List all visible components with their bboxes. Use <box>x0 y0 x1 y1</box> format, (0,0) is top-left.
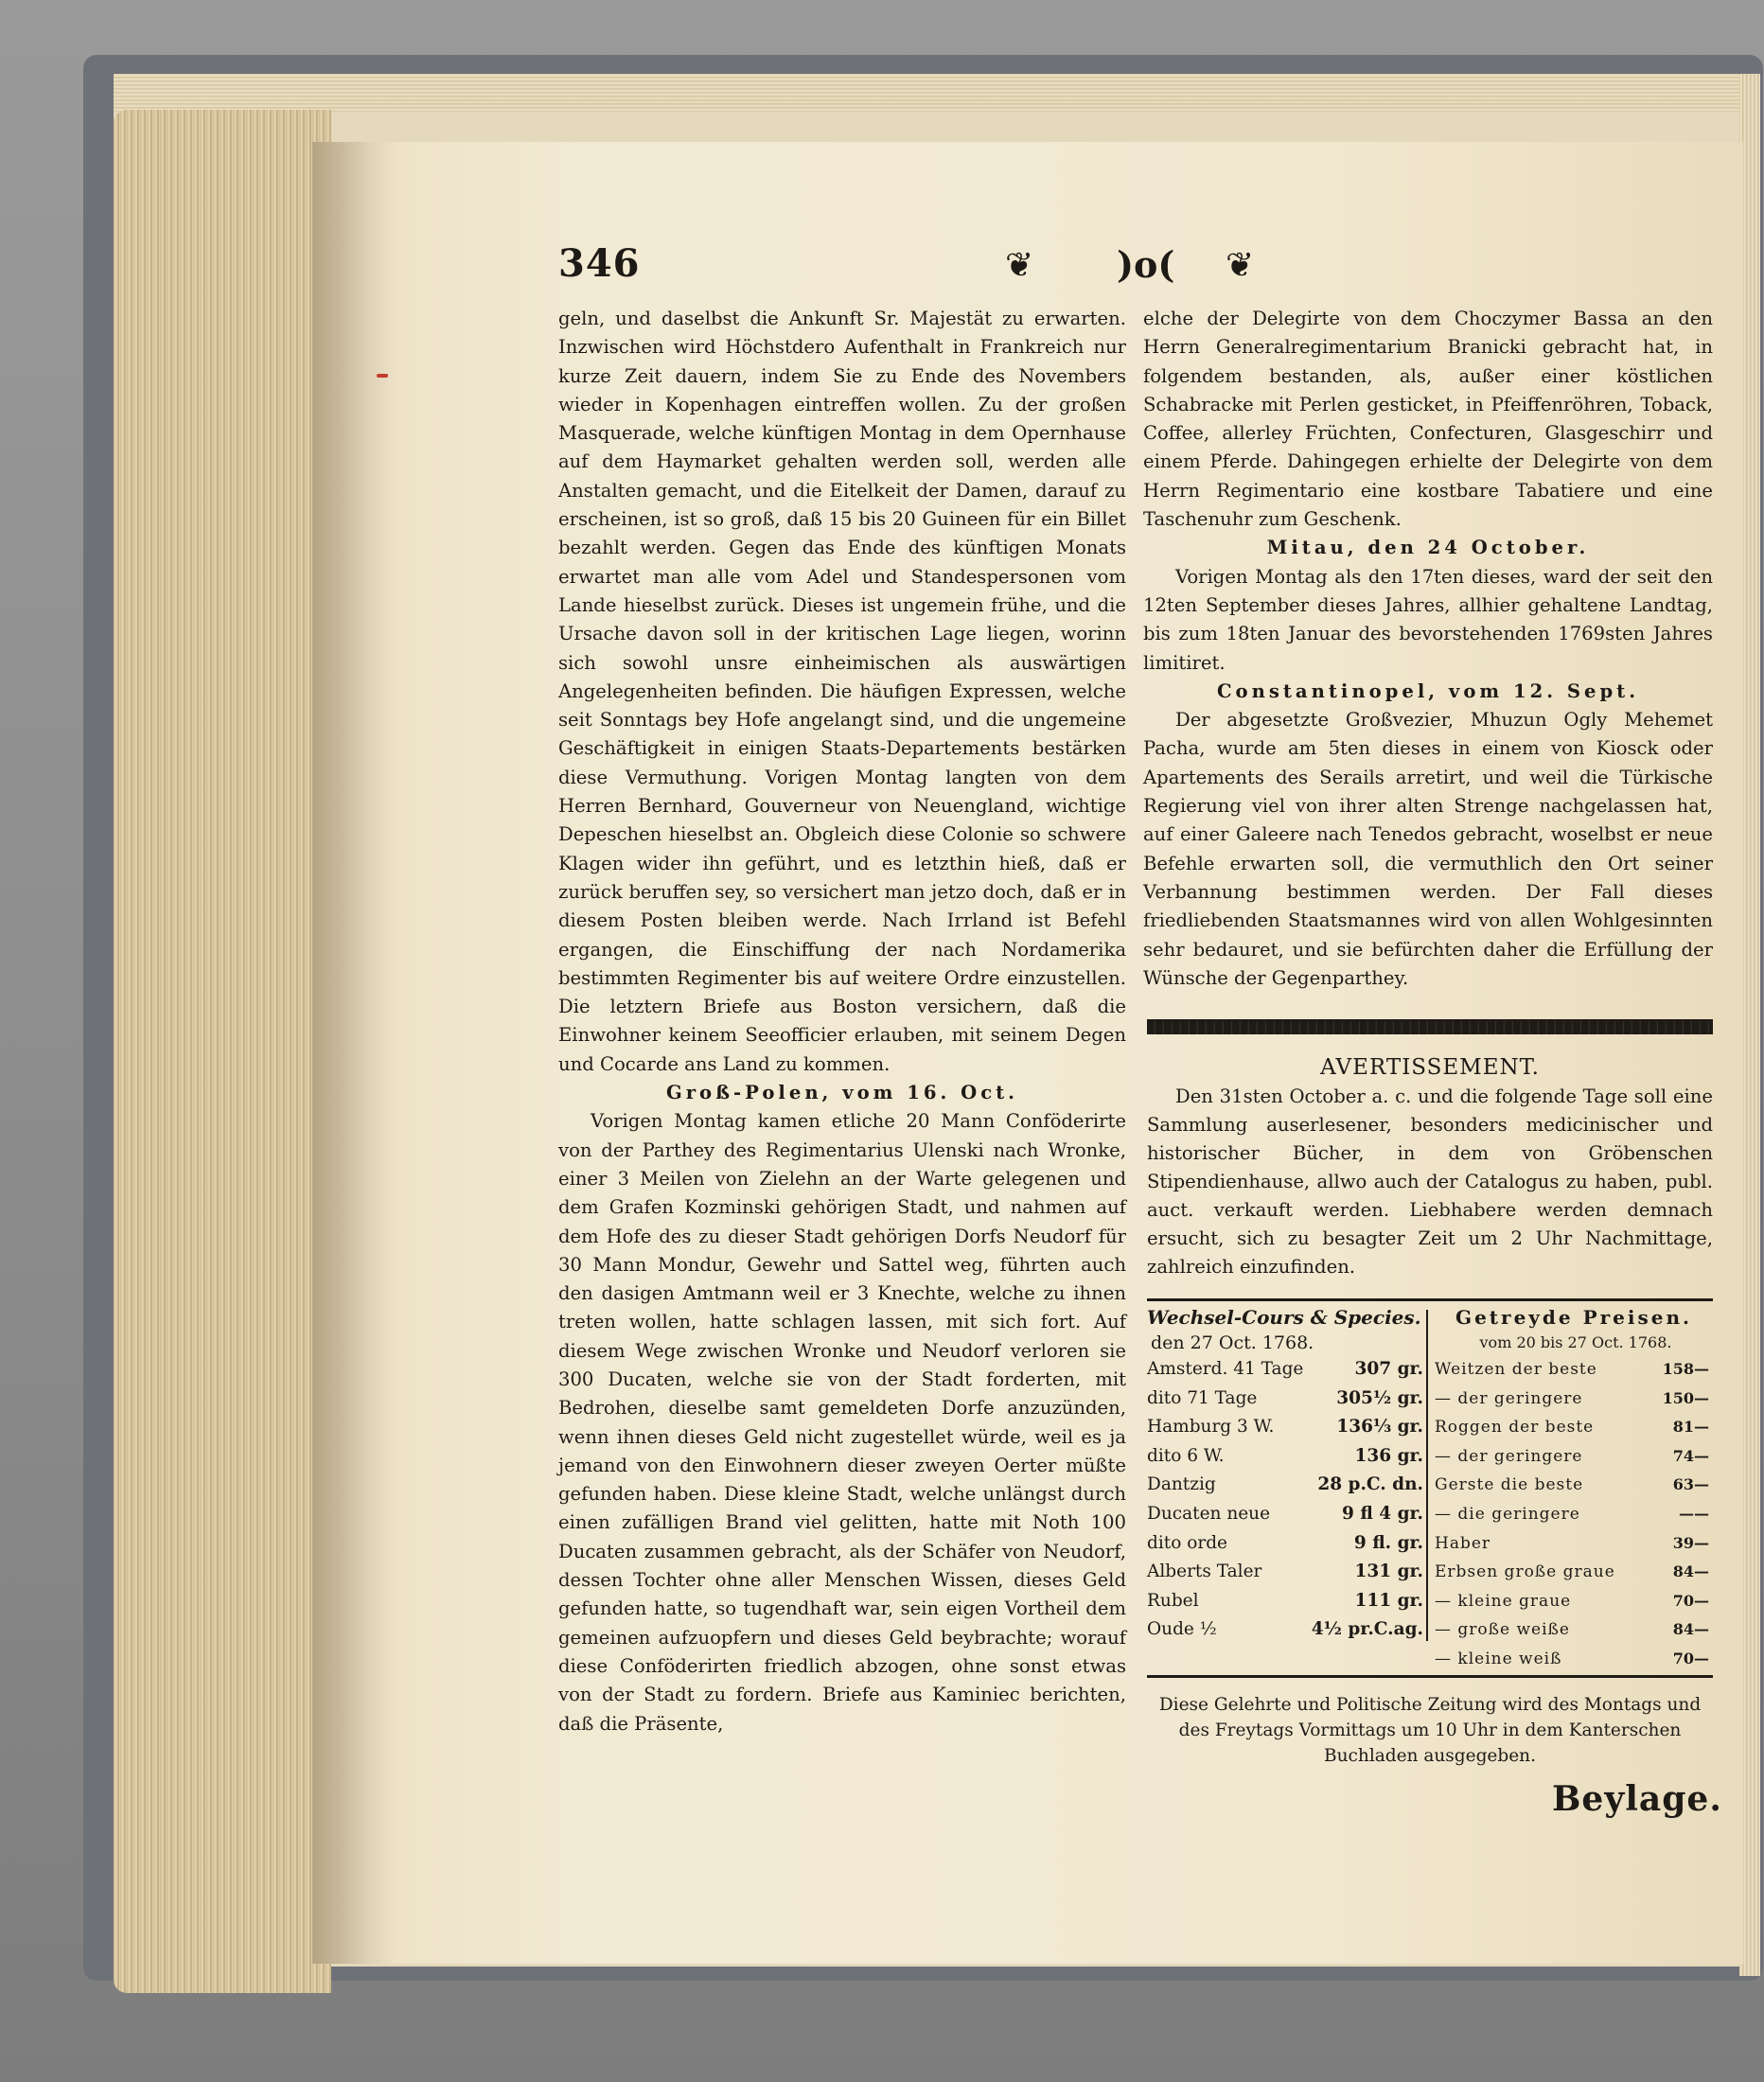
table-bottom-rule <box>1147 1675 1713 1678</box>
page-fore-edges <box>114 110 331 1993</box>
right-column <box>1143 305 1713 993</box>
grain-value: 63— <box>1672 1475 1709 1494</box>
exchange-name: Amsterd. 41 Tage <box>1147 1359 1304 1379</box>
exchange-name: dito 6 W. <box>1147 1445 1225 1466</box>
exchange-row <box>1147 1442 1423 1472</box>
ornament-right-icon: ❦ <box>1226 246 1255 285</box>
exchange-row <box>1147 1413 1423 1442</box>
exchange-value: 111 gr. <box>1354 1590 1423 1611</box>
exchange-name: Rubel <box>1147 1590 1199 1611</box>
grain-row <box>1435 1615 1713 1645</box>
article-mitau: Vorigen Montag als den 17ten dieses, ward der seit den 12ten September dieses Jahres, allhier gehaltene Landtag, bis zum 18ten Januar des bevorstehenden 1769sten Jahres limitiret. <box>1143 565 1713 674</box>
grain-name: Roggen der beste <box>1435 1418 1595 1438</box>
ornament-left-icon: ❦ <box>1005 246 1034 285</box>
grain-value: 158— <box>1662 1360 1709 1378</box>
exchange-row <box>1147 1385 1423 1414</box>
exchange-name: Oude ⅟₂ <box>1147 1619 1217 1640</box>
exchange-value: 136 gr. <box>1354 1445 1423 1466</box>
gutter-shadow <box>312 142 397 1964</box>
head-mark: )o( <box>1117 243 1175 286</box>
grain-value: 70— <box>1672 1649 1709 1667</box>
price-tables <box>1147 1304 1713 1668</box>
grain-name: Gerste die beste <box>1435 1475 1584 1495</box>
grain-row <box>1435 1442 1713 1472</box>
page-number: 346 <box>558 241 641 286</box>
catchword: Beylage. <box>1552 1779 1722 1819</box>
grain-value: 70— <box>1672 1591 1709 1610</box>
advert-title: AVERTISSEMENT. <box>1320 1055 1540 1080</box>
exchange-value: 131 gr. <box>1354 1562 1423 1582</box>
advert-text: Den 31sten October a. c. und die folgende Tage soll eine Sammlung auserlesener, besonders medicinischer und historischer Bücher, in dem von Gröbenschen Stipendienhause, allwo auch der Catalogus zu haben, publ. auct. verkauft werden. Liebhabere werden demnach ersucht, sich zu besagter Zeit um 2 Uhr Nachmittage, zahlreich einzufinden. <box>1147 1085 1713 1278</box>
grain-value: 84— <box>1672 1620 1709 1639</box>
grain-title: Getreyde Preisen. <box>1455 1306 1692 1329</box>
exchange-row <box>1147 1500 1423 1529</box>
grain-row <box>1435 1587 1713 1616</box>
exchange-date: den 27 Oct. 1768. <box>1151 1332 1314 1353</box>
exchange-name: Alberts Taler <box>1147 1562 1262 1582</box>
grain-value: —— <box>1679 1504 1709 1523</box>
grain-value: 39— <box>1672 1533 1709 1552</box>
exchange-value: 305½ gr. <box>1336 1387 1423 1408</box>
grain-rows <box>1435 1355 1713 1674</box>
grain-value: 84— <box>1672 1562 1709 1581</box>
grain-row <box>1435 1529 1713 1559</box>
dateline-grosspolen: Groß-Polen, vom 16. Oct. <box>665 1082 1018 1104</box>
exchange-name: Hamburg 3 W. <box>1147 1417 1275 1438</box>
grain-name: — die geringere <box>1435 1504 1580 1524</box>
exchange-name: dito 71 Tage <box>1147 1387 1258 1408</box>
exchange-row <box>1147 1471 1423 1500</box>
exchange-row <box>1147 1529 1423 1559</box>
dateline-mitau: Mitau, den 24 October. <box>1266 537 1590 559</box>
advertisement <box>1147 1052 1713 1281</box>
article-constantinopel: Der abgesetzte Großvezier, Mhuzun Ogly Mehemet Pacha, wurde am 5ten dieses in einem von Kiosck oder Apartements des Serails arretirt, und weil die Türkische Regierung viel von ihrer alten Strenge nachgelassen hat, auf einer Galeere nach Tenedos gebracht, woselbst er neue Befehle erwarten soll, die vermuthlich den Ort seiner Verbannung bestimmen werden. Der Fall dieses friedliebenden Staatsmannes wird von allen Wohlgesinnten sehr bedauret, und sie befürchten daher die Erfüllung der Wünsche der Gegenparthey. <box>1143 709 1713 989</box>
exchange-value: 9 fl 4 gr. <box>1342 1503 1423 1524</box>
grain-name: Haber <box>1435 1533 1491 1553</box>
article-london: geln, und daselbst die Ankunft Sr. Majestät zu erwarten. Inzwischen wird Höchstdero Aufenthalt in Frankreich nur kurze Zeit dauern, indem Sie zu Ende des Novembers wieder in Kopenhagen eintreffen wollen. Zu der großen Masquerade, welche künftigen Montag in dem Opernhause auf dem Haymarket gehalten werden soll, werden alle Anstalten gemacht, und die Eitelkeit der Damen, darauf zu erscheinen, ist so groß, daß 15 bis 20 Guineen für ein Billet bezahlt werden. Gegen das Ende des künftigen Monats erwartet man alle vom Adel und Standespersonen vom Lande hieselbst zurück. Dieses ist ungemein frühe, und die Ursache davon soll in der kritischen Lage liegen, worinn sich sowohl unsre einheimischen als auswärtigen Angelegenheiten befinden. Die häufigen Expressen, welche seit Sonntags bey Hofe angelangt sind, und die ungemeine Geschäftigkeit in einigen Staats-Departements bestärken diese Vermuthung. Vorigen Montag langten von dem Herren Bernhard, Gouverneur von Neuengland, wichtige Depeschen hieselbst an. Obgleich diese Colonie so schwere Klagen wider ihn geführt, und es letzthin hieß, daß er zurück beruffen sey, so versichert man jetzo doch, daß er in diesem Posten bleiben werde. Nach Irrland ist Befehl ergangen, die Einschiffung der nach Nordamerika bestimmten Regimenter bis auf weitere Ordre einzustellen. Die letztern Briefe aus Boston versichern, daß die Einwohner keinem Seeofficier erlauben, mit seinem Degen und Cocarde ans Land zu kommen. <box>558 308 1126 1075</box>
grain-date: vom 20 bis 27 Oct. 1768. <box>1479 1333 1672 1351</box>
grain-row <box>1435 1558 1713 1587</box>
publication-note: Diese Gelehrte und Politische Zeitung wird des Montags und des Freytags Vormittags um 10 Uhr in dem Kanterschen Buchladen ausgegeben. <box>1158 1695 1702 1766</box>
section-rule <box>1147 1019 1713 1034</box>
grain-name: Erbsen große graue <box>1435 1562 1615 1582</box>
dateline-constantinopel: Constantinopel, vom 12. Sept. <box>1216 679 1640 702</box>
article-grosspolen: Vorigen Montag kamen etliche 20 Mann Conföderirte von der Parthey des Regimentarius Ulenski nach Wronke, einer 3 Meilen von Zielehn an der Warte gelegenen und dem Grafen Kozminski gehörigen Stadt, und nahmen auf dem Hofe des zu dieser Stadt gehörigen Dorfs Neudorf für 30 Mann Mondur, Gewehr und Sattel weg, führten auch den dasigen Amtmann weil er 3 Knechte, welche zu ihnen treten wollen, hatte schlagen lassen, mit sich fort. Auf diesem Wege zwischen Wronke und Neudorf verloren sie 300 Ducaten, welche sie von der Stadt forderten, mit Bedrohen, dieselbe samt gemeldeten Dorfe anzuzünden, wenn ihnen dieses Geld nicht zugestellet würde, weil es ja jemand von den Einwohnern dieser zweyen Oerter müßte gefunden haben. Diese kleine Stadt, welche unlängst durch einen zufälligen Brand viel gelitten, hatte mit Noth 100 Ducaten zusammen gebracht, als der Schäfer von Neudorf, dessen Tochter ohne aller Menschen Wissen, dieses Geld gefunden hatte, so tugendhaft war, sein eigen Vortheil dem gemeinen aufzuopfern und dieses Geld beybrachte; worauf diese Conföderirten friedlich abzogen, ohne sonst etwas von der Stadt zu fordern. Briefe aus Kaminiec berichten, daß die Präsente, <box>558 1110 1126 1735</box>
grain-value: 150— <box>1662 1388 1709 1407</box>
grain-name: — der geringere <box>1435 1446 1583 1466</box>
grain-value: 74— <box>1672 1446 1709 1465</box>
grain-name: — große weiße <box>1435 1620 1570 1640</box>
exchange-value: 4½ pr.C.ag. <box>1311 1619 1423 1640</box>
page-top-edges <box>114 74 1760 112</box>
grain-row <box>1435 1471 1713 1500</box>
exchange-name: Dantzig <box>1147 1474 1216 1495</box>
exchange-row <box>1147 1615 1423 1645</box>
table-top-rule <box>1147 1298 1713 1301</box>
grain-name: — kleine weiß <box>1435 1649 1562 1668</box>
exchange-title: Wechsel-Cours & Species. <box>1147 1306 1421 1329</box>
table-divider <box>1426 1310 1428 1641</box>
grain-name: — kleine graue <box>1435 1591 1572 1611</box>
running-head <box>558 241 1713 298</box>
grain-row <box>1435 1413 1713 1442</box>
exchange-name: Ducaten neue <box>1147 1503 1271 1524</box>
exchange-value: 28 p.C. dn. <box>1317 1474 1423 1495</box>
grain-table <box>1435 1304 1713 1674</box>
grain-name: — der geringere <box>1435 1388 1583 1408</box>
grain-row <box>1435 1385 1713 1414</box>
red-mark <box>377 374 388 378</box>
exchange-value: 136⅓ gr. <box>1336 1417 1423 1438</box>
grain-name: Weitzen der beste <box>1435 1360 1597 1379</box>
grain-value: 81— <box>1672 1418 1709 1437</box>
exchange-value: 307 gr. <box>1354 1359 1423 1379</box>
exchange-row <box>1147 1558 1423 1587</box>
exchange-row <box>1147 1587 1423 1616</box>
article-kaminiec-cont: elche der Delegirte von dem Choczymer Bassa an den Herrn Generalregimentarium Branicki gebracht hat, in folgendem bestanden, als, außer einer köstlichen Schabracke mit Perlen gesticket, in Pfeiffenröhren, Toback, Coffee, allerley Früchten, Confecturen, Glasgeschirr und einem Pferde. Dahingegen erhielte der Delegirte von dem Herrn Regimentario eine kostbare Tabatiere und eine Taschenuhr zum Geschenk. <box>1143 308 1713 531</box>
grain-row <box>1435 1355 1713 1385</box>
grain-row <box>1435 1645 1713 1674</box>
exchange-table <box>1147 1304 1423 1645</box>
left-column <box>558 305 1126 1738</box>
grain-row <box>1435 1500 1713 1529</box>
exchange-row <box>1147 1355 1423 1385</box>
exchange-name: dito orde <box>1147 1532 1227 1553</box>
exchange-value: 9 fl. gr. <box>1353 1532 1423 1553</box>
exchange-rows <box>1147 1355 1423 1645</box>
